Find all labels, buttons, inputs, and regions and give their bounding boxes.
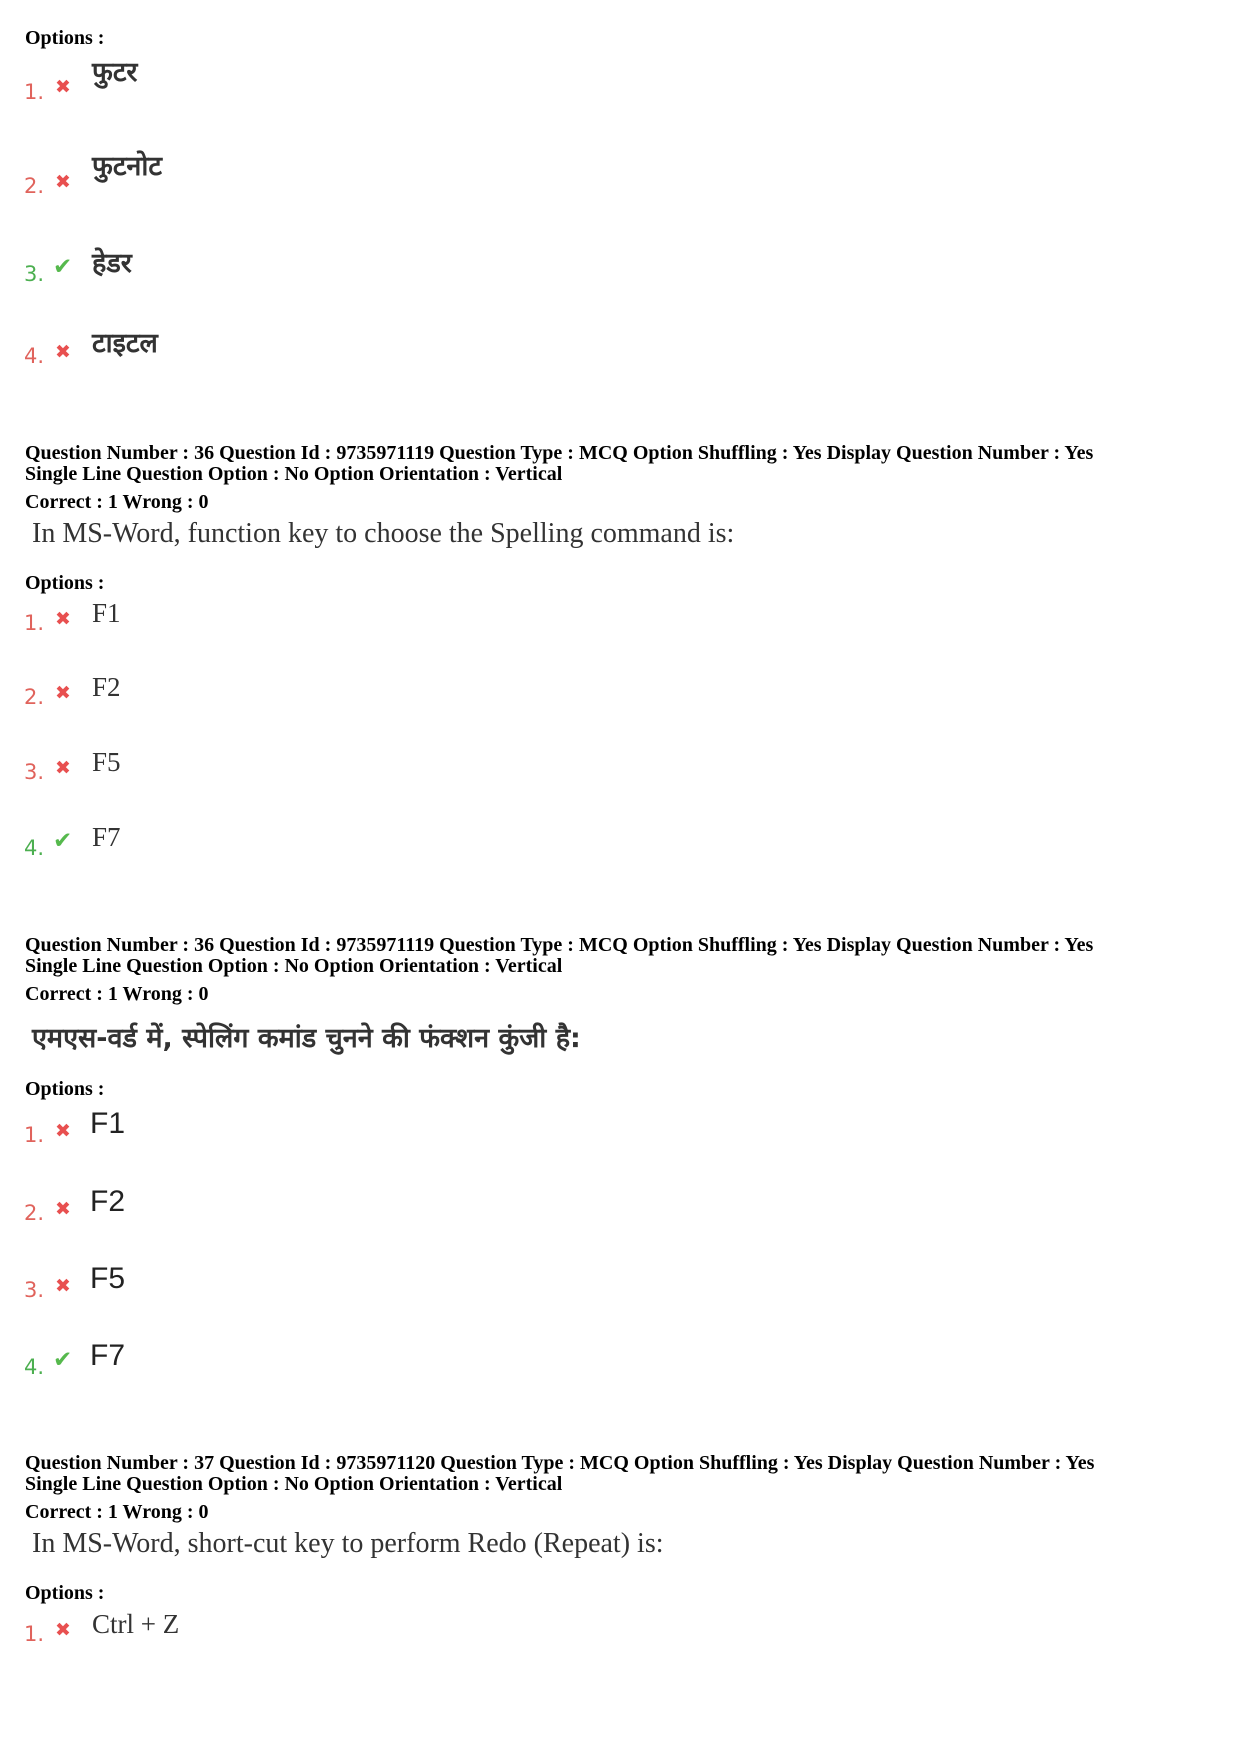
options-label: Options :: [25, 1078, 105, 1100]
correct-mark-icon: ✔: [53, 254, 73, 280]
option-number: 2.: [24, 174, 45, 198]
wrong-mark-icon: ✖: [55, 1275, 71, 1297]
question-meta-line: Question Number : 36 Question Id : 9735971119 Question Type : MCQ Option Shuffling : Yes Display Question Number : Yes: [25, 442, 1094, 464]
question-text: एमएस-वर्ड में, स्पेलिंग कमांड चुनने की फंक्शन कुंजी है:: [32, 1023, 581, 1054]
option-text: Ctrl + Z: [92, 1609, 180, 1639]
score-line: Correct : 1 Wrong : 0: [25, 983, 209, 1005]
score-line: Correct : 1 Wrong : 0: [25, 1501, 209, 1523]
question-text: In MS-Word, function key to choose the Spelling command is:: [32, 518, 735, 549]
wrong-mark-icon: ✖: [55, 341, 71, 363]
option-number: 1.: [24, 1622, 45, 1646]
option-text: F7: [92, 822, 121, 852]
wrong-mark-icon: ✖: [55, 171, 71, 193]
question-meta-line: Single Line Question Option : No Option Orientation : Vertical: [25, 1473, 563, 1495]
option-number: 4.: [24, 344, 45, 368]
option-number: 2.: [24, 685, 45, 709]
wrong-mark-icon: ✖: [55, 1198, 71, 1220]
question-meta-line: Single Line Question Option : No Option Orientation : Vertical: [25, 463, 563, 485]
option-text: फुटनोट: [92, 151, 163, 182]
option-text: F1: [92, 598, 121, 628]
option-text: हेडर: [92, 248, 132, 279]
question-meta-line: Question Number : 37 Question Id : 9735971120 Question Type : MCQ Option Shuffling : Yes Display Question Number : Yes: [25, 1452, 1095, 1474]
option-text: F2: [92, 672, 121, 702]
option-text: F1: [90, 1107, 126, 1140]
options-label: Options :: [25, 27, 105, 49]
option-number: 1.: [24, 80, 45, 104]
wrong-mark-icon: ✖: [55, 757, 71, 779]
wrong-mark-icon: ✖: [55, 76, 71, 98]
question-meta-line: Single Line Question Option : No Option Orientation : Vertical: [25, 955, 563, 977]
options-label: Options :: [25, 572, 105, 594]
option-number: 1.: [24, 611, 45, 635]
wrong-mark-icon: ✖: [55, 1120, 71, 1142]
option-number: 3.: [24, 760, 45, 784]
score-line: Correct : 1 Wrong : 0: [25, 491, 209, 513]
option-text: फुटर: [92, 57, 138, 88]
correct-mark-icon: ✔: [53, 828, 73, 854]
wrong-mark-icon: ✖: [55, 1619, 71, 1641]
wrong-mark-icon: ✖: [55, 682, 71, 704]
option-number: 3.: [24, 1278, 45, 1302]
option-number: 1.: [24, 1123, 45, 1147]
option-text: F5: [92, 747, 121, 777]
options-label: Options :: [25, 1582, 105, 1604]
option-text: F2: [90, 1185, 126, 1218]
question-text: In MS-Word, short-cut key to perform Redo (Repeat) is:: [32, 1528, 664, 1559]
option-text: टाइटल: [92, 328, 158, 359]
correct-mark-icon: ✔: [53, 1347, 73, 1373]
option-number: 4.: [24, 836, 45, 860]
option-text: F7: [90, 1339, 126, 1372]
wrong-mark-icon: ✖: [55, 608, 71, 630]
option-number: 2.: [24, 1201, 45, 1225]
option-text: F5: [90, 1262, 126, 1295]
question-meta-line: Question Number : 36 Question Id : 9735971119 Question Type : MCQ Option Shuffling : Yes Display Question Number : Yes: [25, 934, 1094, 956]
option-number: 4.: [24, 1355, 45, 1379]
option-number: 3.: [24, 262, 45, 286]
